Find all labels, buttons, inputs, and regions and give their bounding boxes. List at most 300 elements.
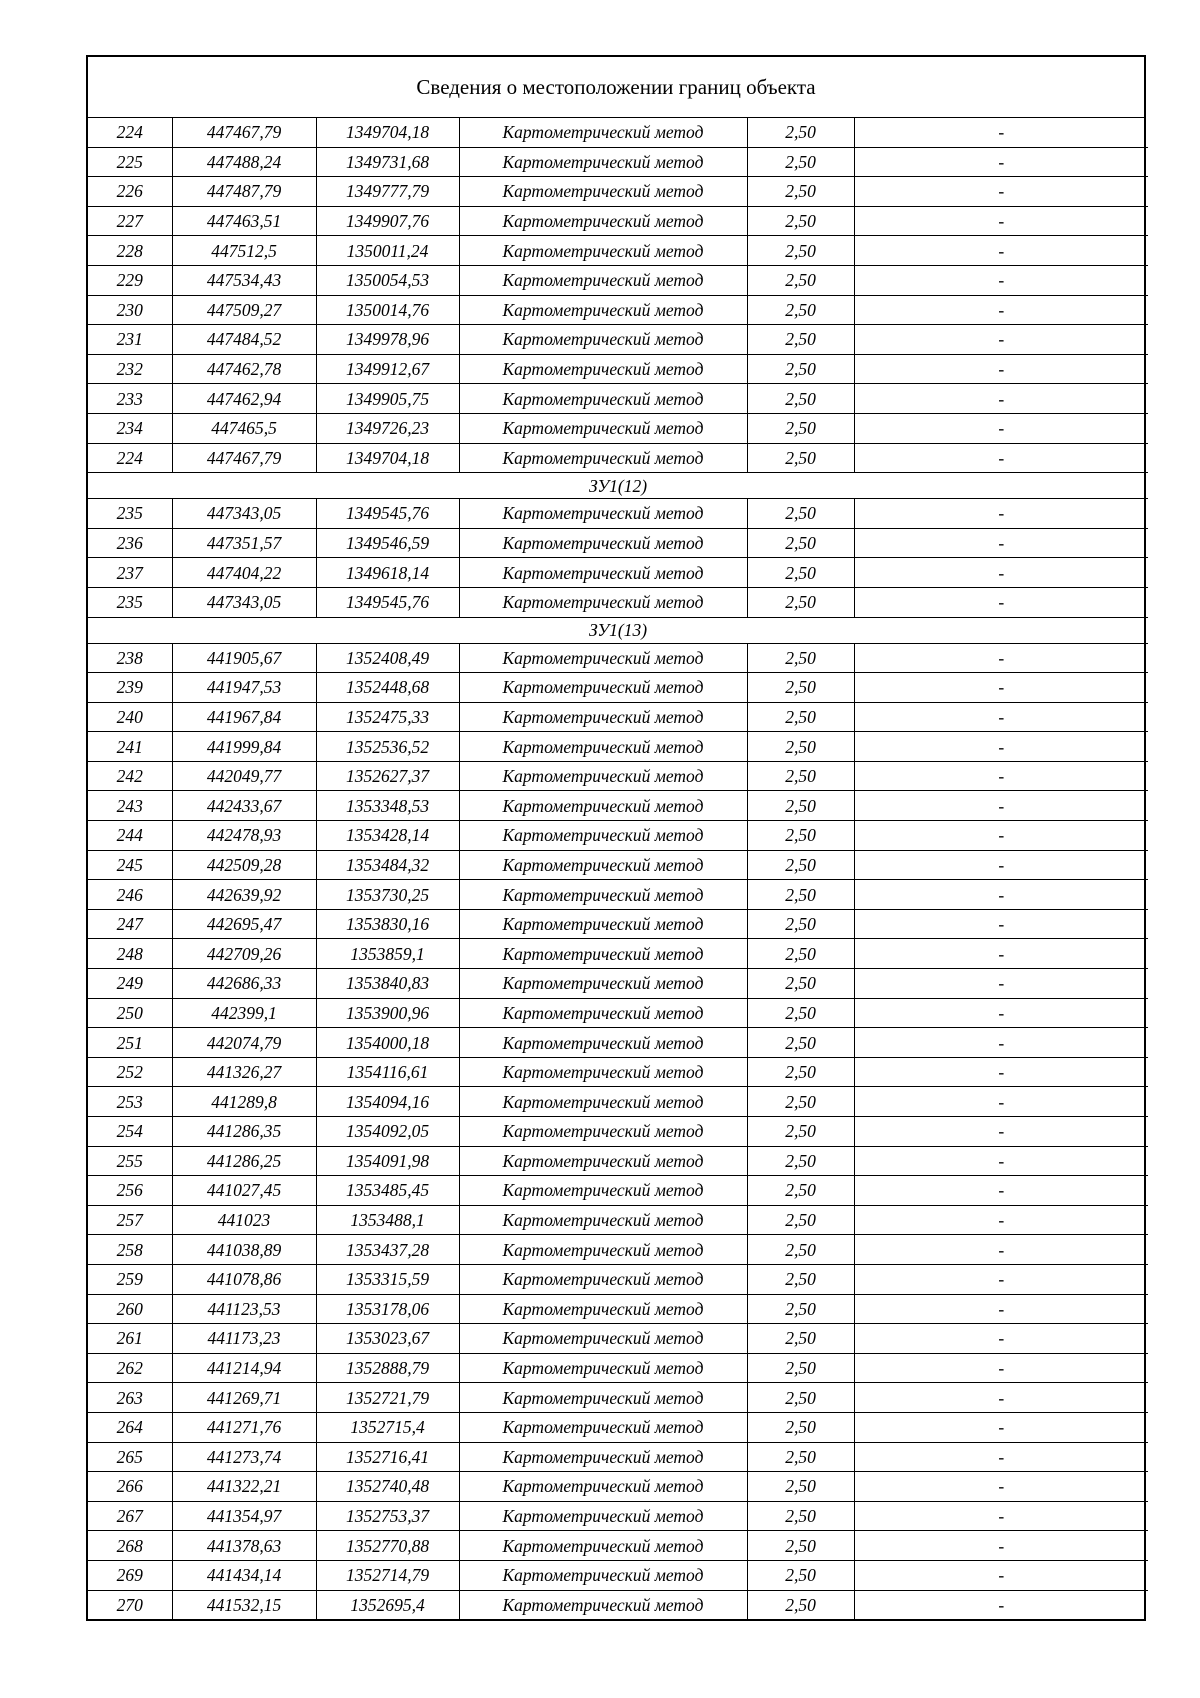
point-number-cell: 229	[88, 265, 172, 295]
x-coordinate-cell: 447467,79	[172, 443, 316, 473]
x-coordinate-cell: 442709,26	[172, 939, 316, 969]
note-cell: -	[854, 1028, 1148, 1058]
point-number-cell: 242	[88, 761, 172, 791]
y-coordinate-cell: 1352627,37	[316, 761, 459, 791]
x-coordinate-cell: 441038,89	[172, 1235, 316, 1265]
table-row	[88, 939, 1148, 969]
method-cell: Картометрический метод	[459, 325, 747, 355]
table-row	[88, 206, 1148, 236]
x-coordinate-cell: 447487,79	[172, 177, 316, 207]
y-coordinate-cell: 1349618,14	[316, 558, 459, 588]
accuracy-cell: 2,50	[747, 1146, 854, 1176]
method-cell: Картометрический метод	[459, 1472, 747, 1502]
point-number-cell: 253	[88, 1087, 172, 1117]
table-row	[88, 1146, 1148, 1176]
y-coordinate-cell: 1352716,41	[316, 1442, 459, 1472]
x-coordinate-cell: 442686,33	[172, 969, 316, 999]
accuracy-cell: 2,50	[747, 791, 854, 821]
note-cell: -	[854, 413, 1148, 443]
table-row	[88, 791, 1148, 821]
note-cell: -	[854, 1531, 1148, 1561]
method-cell: Картометрический метод	[459, 1264, 747, 1294]
table-row	[88, 909, 1148, 939]
note-cell: -	[854, 791, 1148, 821]
y-coordinate-cell: 1352408,49	[316, 643, 459, 673]
table-row	[88, 1324, 1148, 1354]
method-cell: Картометрический метод	[459, 1028, 747, 1058]
accuracy-cell: 2,50	[747, 587, 854, 617]
method-cell: Картометрический метод	[459, 821, 747, 851]
x-coordinate-cell: 447351,57	[172, 528, 316, 558]
method-cell: Картометрический метод	[459, 1324, 747, 1354]
y-coordinate-cell: 1352475,33	[316, 702, 459, 732]
table-row	[88, 880, 1148, 910]
y-coordinate-cell: 1349704,18	[316, 118, 459, 147]
accuracy-cell: 2,50	[747, 702, 854, 732]
table-row	[88, 325, 1148, 355]
note-cell: -	[854, 384, 1148, 414]
method-cell: Картометрический метод	[459, 1353, 747, 1383]
table-row	[88, 354, 1148, 384]
accuracy-cell: 2,50	[747, 1087, 854, 1117]
y-coordinate-cell: 1353859,1	[316, 939, 459, 969]
x-coordinate-cell: 441378,63	[172, 1531, 316, 1561]
point-number-cell: 235	[88, 499, 172, 529]
coordinates-table-body	[88, 118, 1148, 1619]
accuracy-cell: 2,50	[747, 147, 854, 177]
x-coordinate-cell: 447462,78	[172, 354, 316, 384]
x-coordinate-cell: 447534,43	[172, 265, 316, 295]
point-number-cell: 227	[88, 206, 172, 236]
table-row	[88, 265, 1148, 295]
note-cell: -	[854, 499, 1148, 529]
point-number-cell: 245	[88, 850, 172, 880]
note-cell: -	[854, 969, 1148, 999]
y-coordinate-cell: 1350011,24	[316, 236, 459, 266]
point-number-cell: 249	[88, 969, 172, 999]
accuracy-cell: 2,50	[747, 325, 854, 355]
method-cell: Картометрический метод	[459, 791, 747, 821]
method-cell: Картометрический метод	[459, 147, 747, 177]
accuracy-cell: 2,50	[747, 499, 854, 529]
x-coordinate-cell: 442049,77	[172, 761, 316, 791]
x-coordinate-cell: 442695,47	[172, 909, 316, 939]
note-cell: -	[854, 998, 1148, 1028]
note-cell: -	[854, 528, 1148, 558]
point-number-cell: 255	[88, 1146, 172, 1176]
accuracy-cell: 2,50	[747, 236, 854, 266]
method-cell: Картометрический метод	[459, 295, 747, 325]
point-number-cell: 234	[88, 413, 172, 443]
point-number-cell: 252	[88, 1057, 172, 1087]
y-coordinate-cell: 1349905,75	[316, 384, 459, 414]
point-number-cell: 236	[88, 528, 172, 558]
table-row	[88, 1560, 1148, 1590]
point-number-cell: 256	[88, 1176, 172, 1206]
y-coordinate-cell: 1354092,05	[316, 1117, 459, 1147]
table-row	[88, 295, 1148, 325]
y-coordinate-cell: 1353437,28	[316, 1235, 459, 1265]
point-number-cell: 226	[88, 177, 172, 207]
point-number-cell: 269	[88, 1560, 172, 1590]
note-cell: -	[854, 1472, 1148, 1502]
y-coordinate-cell: 1352721,79	[316, 1383, 459, 1413]
point-number-cell: 254	[88, 1117, 172, 1147]
point-number-cell: 262	[88, 1353, 172, 1383]
point-number-cell: 259	[88, 1264, 172, 1294]
point-number-cell: 248	[88, 939, 172, 969]
x-coordinate-cell: 447463,51	[172, 206, 316, 236]
point-number-cell: 266	[88, 1472, 172, 1502]
note-cell: -	[854, 821, 1148, 851]
x-coordinate-cell: 441173,23	[172, 1324, 316, 1354]
accuracy-cell: 2,50	[747, 643, 854, 673]
x-coordinate-cell: 441078,86	[172, 1264, 316, 1294]
y-coordinate-cell: 1354094,16	[316, 1087, 459, 1117]
point-number-cell: 237	[88, 558, 172, 588]
point-number-cell: 230	[88, 295, 172, 325]
method-cell: Картометрический метод	[459, 528, 747, 558]
x-coordinate-cell: 447343,05	[172, 587, 316, 617]
method-cell: Картометрический метод	[459, 413, 747, 443]
y-coordinate-cell: 1349912,67	[316, 354, 459, 384]
y-coordinate-cell: 1350014,76	[316, 295, 459, 325]
y-coordinate-cell: 1349777,79	[316, 177, 459, 207]
table-row	[88, 1264, 1148, 1294]
note-cell: -	[854, 443, 1148, 473]
x-coordinate-cell: 441023	[172, 1205, 316, 1235]
accuracy-cell: 2,50	[747, 206, 854, 236]
table-row	[88, 1057, 1148, 1087]
y-coordinate-cell: 1354116,61	[316, 1057, 459, 1087]
accuracy-cell: 2,50	[747, 998, 854, 1028]
point-number-cell: 265	[88, 1442, 172, 1472]
table-row	[88, 732, 1148, 762]
accuracy-cell: 2,50	[747, 265, 854, 295]
point-number-cell: 228	[88, 236, 172, 266]
note-cell: -	[854, 732, 1148, 762]
method-cell: Картометрический метод	[459, 384, 747, 414]
accuracy-cell: 2,50	[747, 1235, 854, 1265]
point-number-cell: 225	[88, 147, 172, 177]
accuracy-cell: 2,50	[747, 1412, 854, 1442]
accuracy-cell: 2,50	[747, 909, 854, 939]
point-number-cell: 233	[88, 384, 172, 414]
y-coordinate-cell: 1350054,53	[316, 265, 459, 295]
method-cell: Картометрический метод	[459, 1294, 747, 1324]
y-coordinate-cell: 1352536,52	[316, 732, 459, 762]
x-coordinate-cell: 447467,79	[172, 118, 316, 147]
point-number-cell: 238	[88, 643, 172, 673]
method-cell: Картометрический метод	[459, 1442, 747, 1472]
note-cell: -	[854, 1205, 1148, 1235]
table-row	[88, 1176, 1148, 1206]
table-row	[88, 236, 1148, 266]
note-cell: -	[854, 1146, 1148, 1176]
y-coordinate-cell: 1349978,96	[316, 325, 459, 355]
table-row	[88, 1235, 1148, 1265]
note-cell: -	[854, 850, 1148, 880]
x-coordinate-cell: 442433,67	[172, 791, 316, 821]
method-cell: Картометрический метод	[459, 1590, 747, 1619]
table-row	[88, 850, 1148, 880]
x-coordinate-cell: 447484,52	[172, 325, 316, 355]
y-coordinate-cell: 1352695,4	[316, 1590, 459, 1619]
y-coordinate-cell: 1353178,06	[316, 1294, 459, 1324]
y-coordinate-cell: 1349545,76	[316, 499, 459, 529]
accuracy-cell: 2,50	[747, 1117, 854, 1147]
note-cell: -	[854, 643, 1148, 673]
x-coordinate-cell: 442074,79	[172, 1028, 316, 1058]
note-cell: -	[854, 236, 1148, 266]
note-cell: -	[854, 1442, 1148, 1472]
coordinates-table	[88, 118, 1148, 1619]
y-coordinate-cell: 1353428,14	[316, 821, 459, 851]
accuracy-cell: 2,50	[747, 1353, 854, 1383]
accuracy-cell: 2,50	[747, 673, 854, 703]
x-coordinate-cell: 447404,22	[172, 558, 316, 588]
y-coordinate-cell: 1353488,1	[316, 1205, 459, 1235]
note-cell: -	[854, 354, 1148, 384]
point-number-cell: 257	[88, 1205, 172, 1235]
method-cell: Картометрический метод	[459, 1412, 747, 1442]
y-coordinate-cell: 1353730,25	[316, 880, 459, 910]
table-row	[88, 761, 1148, 791]
table-row	[88, 673, 1148, 703]
point-number-cell: 246	[88, 880, 172, 910]
point-number-cell: 261	[88, 1324, 172, 1354]
point-number-cell: 241	[88, 732, 172, 762]
y-coordinate-cell: 1353484,32	[316, 850, 459, 880]
y-coordinate-cell: 1352753,37	[316, 1501, 459, 1531]
table-row	[88, 558, 1148, 588]
table-row	[88, 1383, 1148, 1413]
y-coordinate-cell: 1352740,48	[316, 1472, 459, 1502]
accuracy-cell: 2,50	[747, 969, 854, 999]
note-cell: -	[854, 1324, 1148, 1354]
table-row	[88, 587, 1148, 617]
note-cell: -	[854, 1087, 1148, 1117]
method-cell: Картометрический метод	[459, 206, 747, 236]
point-number-cell: 224	[88, 118, 172, 147]
x-coordinate-cell: 441322,21	[172, 1472, 316, 1502]
y-coordinate-cell: 1349545,76	[316, 587, 459, 617]
point-number-cell: 235	[88, 587, 172, 617]
method-cell: Картометрический метод	[459, 1205, 747, 1235]
point-number-cell: 240	[88, 702, 172, 732]
accuracy-cell: 2,50	[747, 528, 854, 558]
x-coordinate-cell: 442509,28	[172, 850, 316, 880]
accuracy-cell: 2,50	[747, 413, 854, 443]
table-row	[88, 1412, 1148, 1442]
table-row	[88, 1590, 1148, 1619]
method-cell: Картометрический метод	[459, 673, 747, 703]
note-cell: -	[854, 1560, 1148, 1590]
method-cell: Картометрический метод	[459, 939, 747, 969]
method-cell: Картометрический метод	[459, 1531, 747, 1561]
x-coordinate-cell: 441999,84	[172, 732, 316, 762]
note-cell: -	[854, 1412, 1148, 1442]
accuracy-cell: 2,50	[747, 821, 854, 851]
y-coordinate-cell: 1349731,68	[316, 147, 459, 177]
note-cell: -	[854, 909, 1148, 939]
table-row	[88, 969, 1148, 999]
x-coordinate-cell: 447509,27	[172, 295, 316, 325]
note-cell: -	[854, 587, 1148, 617]
x-coordinate-cell: 447465,5	[172, 413, 316, 443]
note-cell: -	[854, 1353, 1148, 1383]
accuracy-cell: 2,50	[747, 443, 854, 473]
accuracy-cell: 2,50	[747, 295, 854, 325]
x-coordinate-cell: 441354,97	[172, 1501, 316, 1531]
method-cell: Картометрический метод	[459, 1057, 747, 1087]
x-coordinate-cell: 441289,8	[172, 1087, 316, 1117]
table-row	[88, 499, 1148, 529]
point-number-cell: 244	[88, 821, 172, 851]
x-coordinate-cell: 447343,05	[172, 499, 316, 529]
x-coordinate-cell: 441214,94	[172, 1353, 316, 1383]
table-row	[88, 1501, 1148, 1531]
method-cell: Картометрический метод	[459, 643, 747, 673]
point-number-cell: 251	[88, 1028, 172, 1058]
table-row	[88, 1117, 1148, 1147]
point-number-cell: 268	[88, 1531, 172, 1561]
note-cell: -	[854, 1383, 1148, 1413]
point-number-cell: 264	[88, 1412, 172, 1442]
y-coordinate-cell: 1352448,68	[316, 673, 459, 703]
point-number-cell: 270	[88, 1590, 172, 1619]
method-cell: Картометрический метод	[459, 587, 747, 617]
x-coordinate-cell: 441123,53	[172, 1294, 316, 1324]
y-coordinate-cell: 1352888,79	[316, 1353, 459, 1383]
note-cell: -	[854, 1057, 1148, 1087]
section-label: ЗУ1(13)	[88, 617, 1148, 643]
method-cell: Картометрический метод	[459, 558, 747, 588]
table-row	[88, 443, 1148, 473]
accuracy-cell: 2,50	[747, 558, 854, 588]
accuracy-cell: 2,50	[747, 880, 854, 910]
method-cell: Картометрический метод	[459, 499, 747, 529]
method-cell: Картометрический метод	[459, 880, 747, 910]
accuracy-cell: 2,50	[747, 939, 854, 969]
note-cell: -	[854, 702, 1148, 732]
method-cell: Картометрический метод	[459, 1117, 747, 1147]
accuracy-cell: 2,50	[747, 177, 854, 207]
x-coordinate-cell: 441434,14	[172, 1560, 316, 1590]
x-coordinate-cell: 441947,53	[172, 673, 316, 703]
accuracy-cell: 2,50	[747, 1501, 854, 1531]
accuracy-cell: 2,50	[747, 1205, 854, 1235]
note-cell: -	[854, 147, 1148, 177]
method-cell: Картометрический метод	[459, 850, 747, 880]
x-coordinate-cell: 441286,35	[172, 1117, 316, 1147]
table-row	[88, 702, 1148, 732]
x-coordinate-cell: 442478,93	[172, 821, 316, 851]
section-label: ЗУ1(12)	[88, 473, 1148, 499]
method-cell: Картометрический метод	[459, 118, 747, 147]
accuracy-cell: 2,50	[747, 354, 854, 384]
y-coordinate-cell: 1349726,23	[316, 413, 459, 443]
accuracy-cell: 2,50	[747, 1294, 854, 1324]
y-coordinate-cell: 1353348,53	[316, 791, 459, 821]
method-cell: Картометрический метод	[459, 236, 747, 266]
table-row	[88, 998, 1148, 1028]
table-row	[88, 1294, 1148, 1324]
note-cell: -	[854, 265, 1148, 295]
y-coordinate-cell: 1352715,4	[316, 1412, 459, 1442]
method-cell: Картометрический метод	[459, 1501, 747, 1531]
accuracy-cell: 2,50	[747, 732, 854, 762]
x-coordinate-cell: 441269,71	[172, 1383, 316, 1413]
point-number-cell: 247	[88, 909, 172, 939]
accuracy-cell: 2,50	[747, 1324, 854, 1354]
table-row	[88, 1353, 1148, 1383]
x-coordinate-cell: 447512,5	[172, 236, 316, 266]
method-cell: Картометрический метод	[459, 969, 747, 999]
method-cell: Картометрический метод	[459, 1383, 747, 1413]
method-cell: Картометрический метод	[459, 1146, 747, 1176]
point-number-cell: 224	[88, 443, 172, 473]
point-number-cell: 231	[88, 325, 172, 355]
table-row	[88, 177, 1148, 207]
table-row	[88, 384, 1148, 414]
point-number-cell: 260	[88, 1294, 172, 1324]
y-coordinate-cell: 1353840,83	[316, 969, 459, 999]
note-cell: -	[854, 118, 1148, 147]
note-cell: -	[854, 1501, 1148, 1531]
boundary-table-sheet	[86, 55, 1146, 1621]
accuracy-cell: 2,50	[747, 1442, 854, 1472]
accuracy-cell: 2,50	[747, 1531, 854, 1561]
y-coordinate-cell: 1354000,18	[316, 1028, 459, 1058]
table-row	[88, 1531, 1148, 1561]
note-cell: -	[854, 673, 1148, 703]
note-cell: -	[854, 761, 1148, 791]
table-row	[88, 147, 1148, 177]
note-cell: -	[854, 325, 1148, 355]
method-cell: Картометрический метод	[459, 1176, 747, 1206]
y-coordinate-cell: 1353900,96	[316, 998, 459, 1028]
x-coordinate-cell: 441273,74	[172, 1442, 316, 1472]
accuracy-cell: 2,50	[747, 1057, 854, 1087]
note-cell: -	[854, 177, 1148, 207]
point-number-cell: 243	[88, 791, 172, 821]
accuracy-cell: 2,50	[747, 1560, 854, 1590]
note-cell: -	[854, 1176, 1148, 1206]
x-coordinate-cell: 441905,67	[172, 643, 316, 673]
x-coordinate-cell: 441271,76	[172, 1412, 316, 1442]
method-cell: Картометрический метод	[459, 1235, 747, 1265]
x-coordinate-cell: 442399,1	[172, 998, 316, 1028]
x-coordinate-cell: 441967,84	[172, 702, 316, 732]
x-coordinate-cell: 441326,27	[172, 1057, 316, 1087]
note-cell: -	[854, 1264, 1148, 1294]
table-row	[88, 1472, 1148, 1502]
y-coordinate-cell: 1349546,59	[316, 528, 459, 558]
y-coordinate-cell: 1353830,16	[316, 909, 459, 939]
table-row	[88, 1028, 1148, 1058]
method-cell: Картометрический метод	[459, 909, 747, 939]
section-header-row	[88, 617, 1148, 643]
method-cell: Картометрический метод	[459, 732, 747, 762]
table-row	[88, 821, 1148, 851]
accuracy-cell: 2,50	[747, 118, 854, 147]
y-coordinate-cell: 1349704,18	[316, 443, 459, 473]
x-coordinate-cell: 441532,15	[172, 1590, 316, 1619]
point-number-cell: 263	[88, 1383, 172, 1413]
point-number-cell: 267	[88, 1501, 172, 1531]
note-cell: -	[854, 1117, 1148, 1147]
